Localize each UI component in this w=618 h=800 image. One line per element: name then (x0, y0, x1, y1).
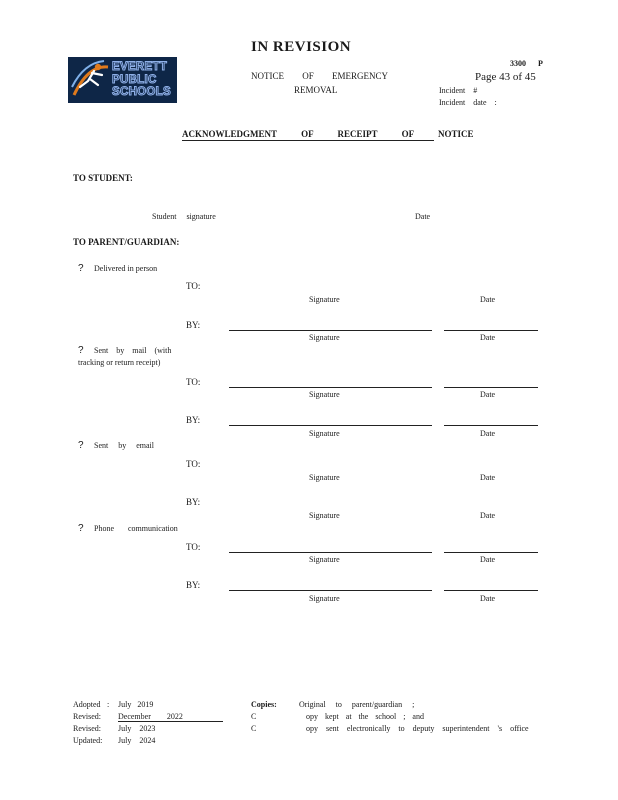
parent-section-heading: TO PARENT/GUARDIAN: (73, 237, 180, 247)
date-caption: Date (480, 295, 496, 304)
method-label-continued: tracking or return receipt) (78, 358, 161, 367)
delivery-checkbox[interactable]: ? (78, 523, 84, 534)
date-line (444, 425, 538, 426)
signature-caption: Signature (309, 333, 340, 342)
by-label: BY: (186, 580, 201, 590)
acknowledgment-heading: ACKNOWLEDGMENT OF RECEIPT OF NOTICE (182, 129, 474, 139)
to-label: TO: (186, 377, 201, 387)
copy-line: Original to parent/guardian ; (299, 700, 415, 709)
method-label: Sent by mail (with (94, 346, 172, 355)
footer-date-label: Revised: (73, 724, 101, 733)
student-date-label: Date (415, 212, 431, 221)
date-line (444, 330, 538, 331)
copy-line: opy sent electronically to deputy superintendent 's office (306, 724, 529, 733)
method-label: Sent by email (94, 441, 154, 450)
date-line (444, 590, 538, 591)
date-caption: Date (480, 333, 496, 342)
signature-line (229, 425, 432, 426)
footer-date-underline (118, 721, 223, 722)
district-logo (68, 57, 177, 103)
student-signature-label: Student signature (152, 212, 216, 221)
signature-caption: Signature (309, 295, 340, 304)
delivery-checkbox[interactable]: ? (78, 345, 84, 356)
copy-line: opy kept at the school ; and (306, 712, 424, 721)
copies-label: Copies: (251, 700, 277, 709)
to-label: TO: (186, 542, 201, 552)
signature-line (229, 330, 432, 331)
logo-wordmark: EVERETT PUBLIC SCHOOLS (112, 61, 171, 98)
footer-date-label: Adopted (73, 700, 101, 709)
date-caption: Date (480, 594, 496, 603)
to-label: TO: (186, 459, 201, 469)
footer-date-label: Updated: (73, 736, 103, 745)
signature-caption: Signature (309, 390, 340, 399)
by-label: BY: (186, 497, 201, 507)
footer-date-label: Revised: (73, 712, 101, 721)
date-caption: Date (480, 429, 496, 438)
signature-caption: Signature (309, 511, 340, 520)
signature-caption: Signature (309, 555, 340, 564)
date-caption: Date (480, 511, 496, 520)
footer-date-value: July 2019 (118, 700, 154, 709)
footer-date-value: December 2022 (118, 712, 183, 721)
heading-underline (182, 140, 434, 141)
student-section-heading: TO STUDENT: (73, 173, 133, 183)
page-title: IN REVISION (251, 39, 352, 55)
footer-date-sep: : (107, 700, 110, 709)
signature-caption: Signature (309, 594, 340, 603)
copy-prefix: C (251, 712, 257, 721)
method-label: Phone communication (94, 524, 178, 533)
notice-title-line2: REMOVAL (294, 85, 338, 95)
date-caption: Date (480, 473, 496, 482)
by-label: BY: (186, 320, 201, 330)
footer-date-value: July 2024 (118, 736, 156, 745)
date-line (444, 552, 538, 553)
notice-title-line1: NOTICE OF EMERGENCY (251, 71, 388, 81)
signature-caption: Signature (309, 473, 340, 482)
delivery-checkbox[interactable]: ? (78, 440, 84, 451)
policy-number: 3300 P (510, 59, 543, 68)
incident-date-label: Incident date : (439, 98, 497, 107)
date-caption: Date (480, 555, 496, 564)
footer-date-value: July 2023 (118, 724, 156, 733)
by-label: BY: (186, 415, 201, 425)
copy-prefix: C (251, 724, 257, 733)
incident-number-label: Incident # (439, 86, 478, 95)
to-label: TO: (186, 281, 201, 291)
delivery-checkbox[interactable]: ? (78, 263, 84, 274)
signature-line (229, 590, 432, 591)
date-caption: Date (480, 390, 496, 399)
method-label: Delivered in person (94, 264, 158, 273)
date-line (444, 387, 538, 388)
signature-line (229, 387, 432, 388)
signature-caption: Signature (309, 429, 340, 438)
page-indicator: Page 43 of 45 (475, 71, 536, 83)
signature-line (229, 552, 432, 553)
